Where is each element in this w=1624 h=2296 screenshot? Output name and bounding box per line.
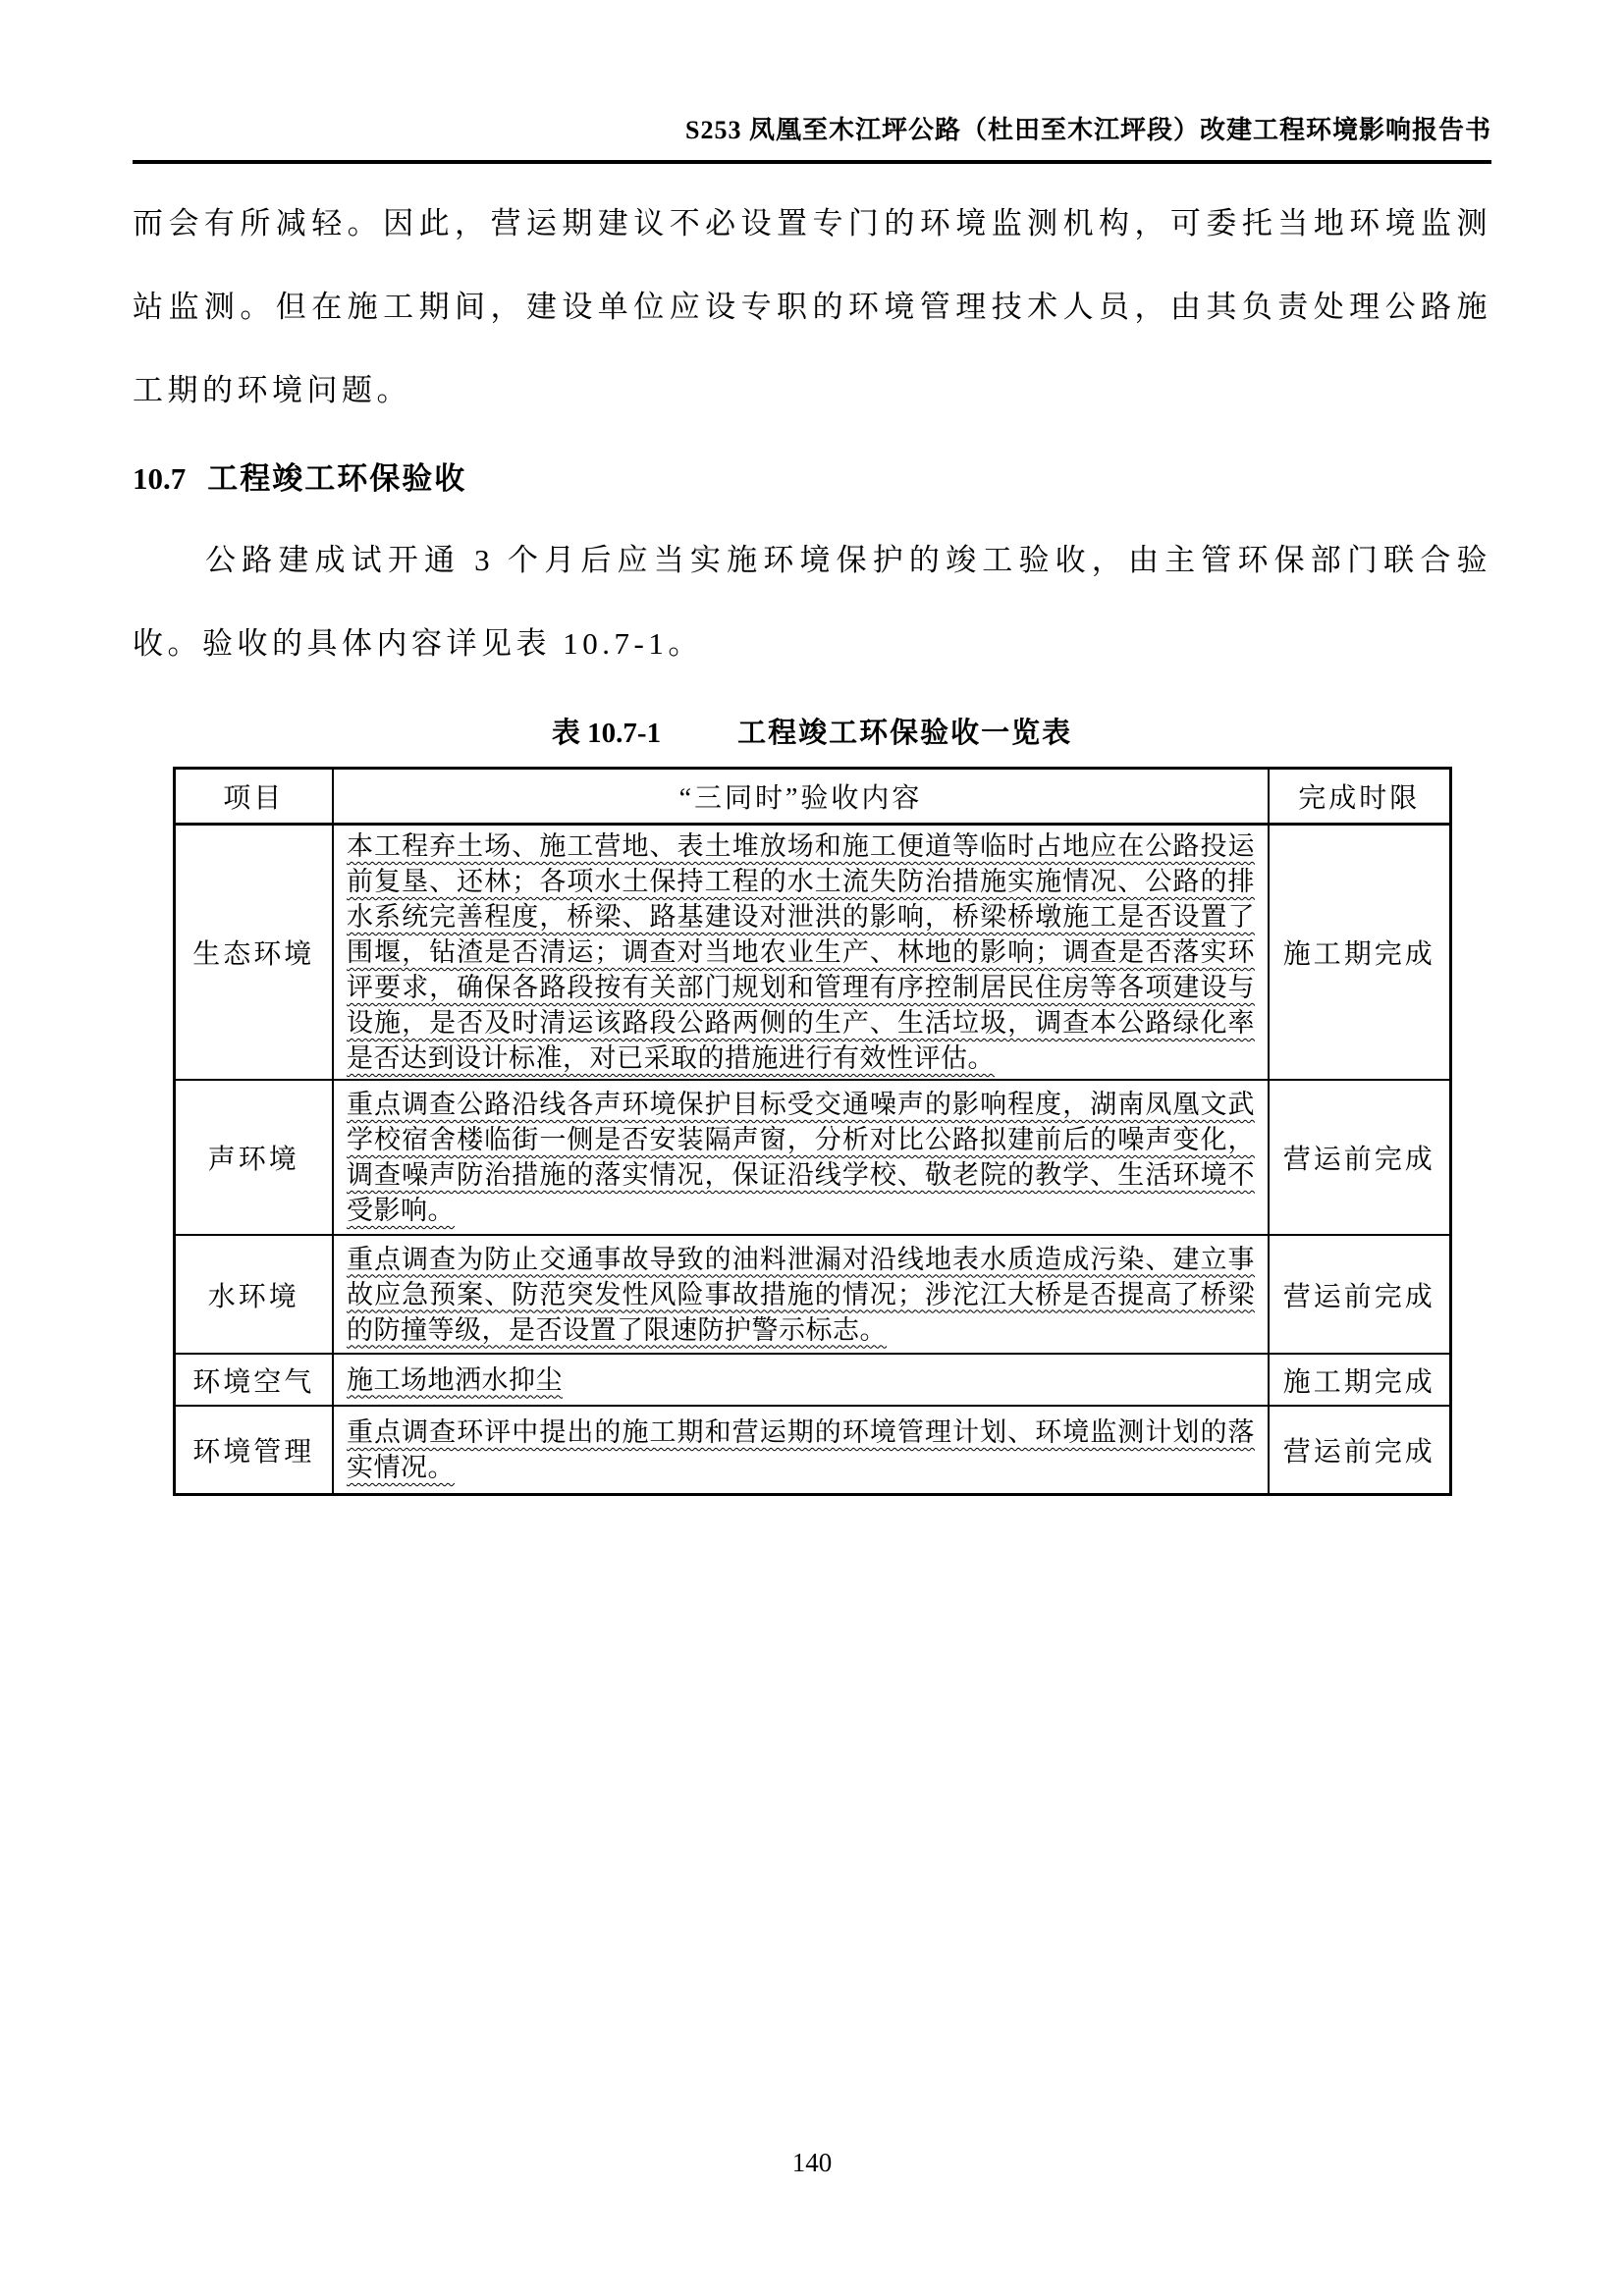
page-number: 140 [791, 2148, 833, 2177]
deadline-cell: 营运前完成 [1269, 1080, 1450, 1235]
column-header-deadline: 完成时限 [1269, 769, 1450, 825]
deadline-cell: 施工期完成 [1269, 1354, 1450, 1406]
content-cell [333, 1235, 1269, 1354]
header-rule [133, 160, 1491, 164]
table-caption [133, 711, 1491, 751]
item-cell: 环境空气 [174, 1354, 333, 1406]
item-cell: 水环境 [174, 1235, 333, 1354]
deadline-cell: 营运前完成 [1269, 1235, 1450, 1354]
column-header-content: “三同时”验收内容 [333, 769, 1269, 825]
table-caption-title: 工程竣工环保验收一览表 [737, 718, 1073, 749]
table-row-noise [174, 1080, 1450, 1235]
paragraph-acceptance: 公路建成试开通 3 个月后应当实施环境保护的竣工验收，由主管环保部门联合验收。验收的具体内容详见表 10.7-1。 [133, 543, 1491, 661]
item-cell: 声环境 [174, 1080, 333, 1235]
deadline-cell: 营运前完成 [1269, 1406, 1450, 1495]
content-cell [333, 1354, 1269, 1406]
content-cell [333, 1080, 1269, 1235]
table-row-air [174, 1354, 1450, 1406]
item-cell: 环境管理 [174, 1406, 333, 1495]
running-header-title: S253 凤凰至木江坪公路（杜田至木江坪段）改建工程环境影响报告书 [685, 116, 1491, 144]
acceptance-table [173, 767, 1452, 1496]
section-title: 工程竣工环保验收 [207, 461, 467, 496]
paragraph-monitoring: 而会有所减轻。因此，营运期建议不必设置专门的环境监测机构，可委托当地环境监测站监测。但在施工期间，建设单位应设专职的环境管理技术人员，由其负责处理公路施工期的环境问题。 [133, 206, 1491, 407]
section-number: 10.7 [133, 461, 187, 496]
content-cell [333, 825, 1269, 1081]
table-row-management [174, 1406, 1450, 1495]
section-heading [133, 450, 1491, 508]
content-text: 重点调查公路沿线各声环境保护目标受交通噪声的影响程度，湖南凤凰文武学校宿舍楼临街一侧是否安装隔声窗，分析对比公路拟建前后的噪声变化，调查噪声防治措施的落实情况，保证沿线学校、敬老院的教学、生活环境不受影响。 [347, 1090, 1255, 1225]
column-header-item: 项目 [174, 769, 333, 825]
deadline-cell: 施工期完成 [1269, 825, 1450, 1081]
table-row-water [174, 1235, 1450, 1354]
content-text: 本工程弃土场、施工营地、表土堆放场和施工便道等临时占地应在公路投运前复垦、还林；各项水土保持工程的水土流失防治措施实施情况、公路的排水系统完善程度，桥梁、路基建设对泄洪的影响，桥梁桥墩施工是否设置了围堰，钻渣是否清运；调查对当地农业生产、林地的影响；调查是否落实环评要求，确保各路段按有关部门规划和管理有序控制居民住房等各项建设与设施，是否及时清运该路段公路两侧的生产、生活垃圾，调查本公路绿化率是否达到设计标准，对已采取的措施进行有效性评估。 [347, 831, 1255, 1073]
content-text: 重点调查环评中提出的施工期和营运期的环境管理计划、环境监测计划的落实情况。 [347, 1417, 1255, 1482]
content-text: 施工场地洒水抑尘 [347, 1364, 563, 1395]
table-header-row [174, 769, 1450, 825]
table-row-ecology [174, 825, 1450, 1081]
item-cell: 生态环境 [174, 825, 333, 1081]
content-text: 重点调查为防止交通事故导致的油料泄漏对沿线地表水质造成污染、建立事故应急预案、防范突发性风险事故措施的情况；涉沱江大桥是否提高了桥梁的防撞等级，是否设置了限速防护警示标志。 [347, 1244, 1255, 1345]
table-caption-label: 表 10.7-1 [551, 718, 662, 749]
content-cell [333, 1406, 1269, 1495]
